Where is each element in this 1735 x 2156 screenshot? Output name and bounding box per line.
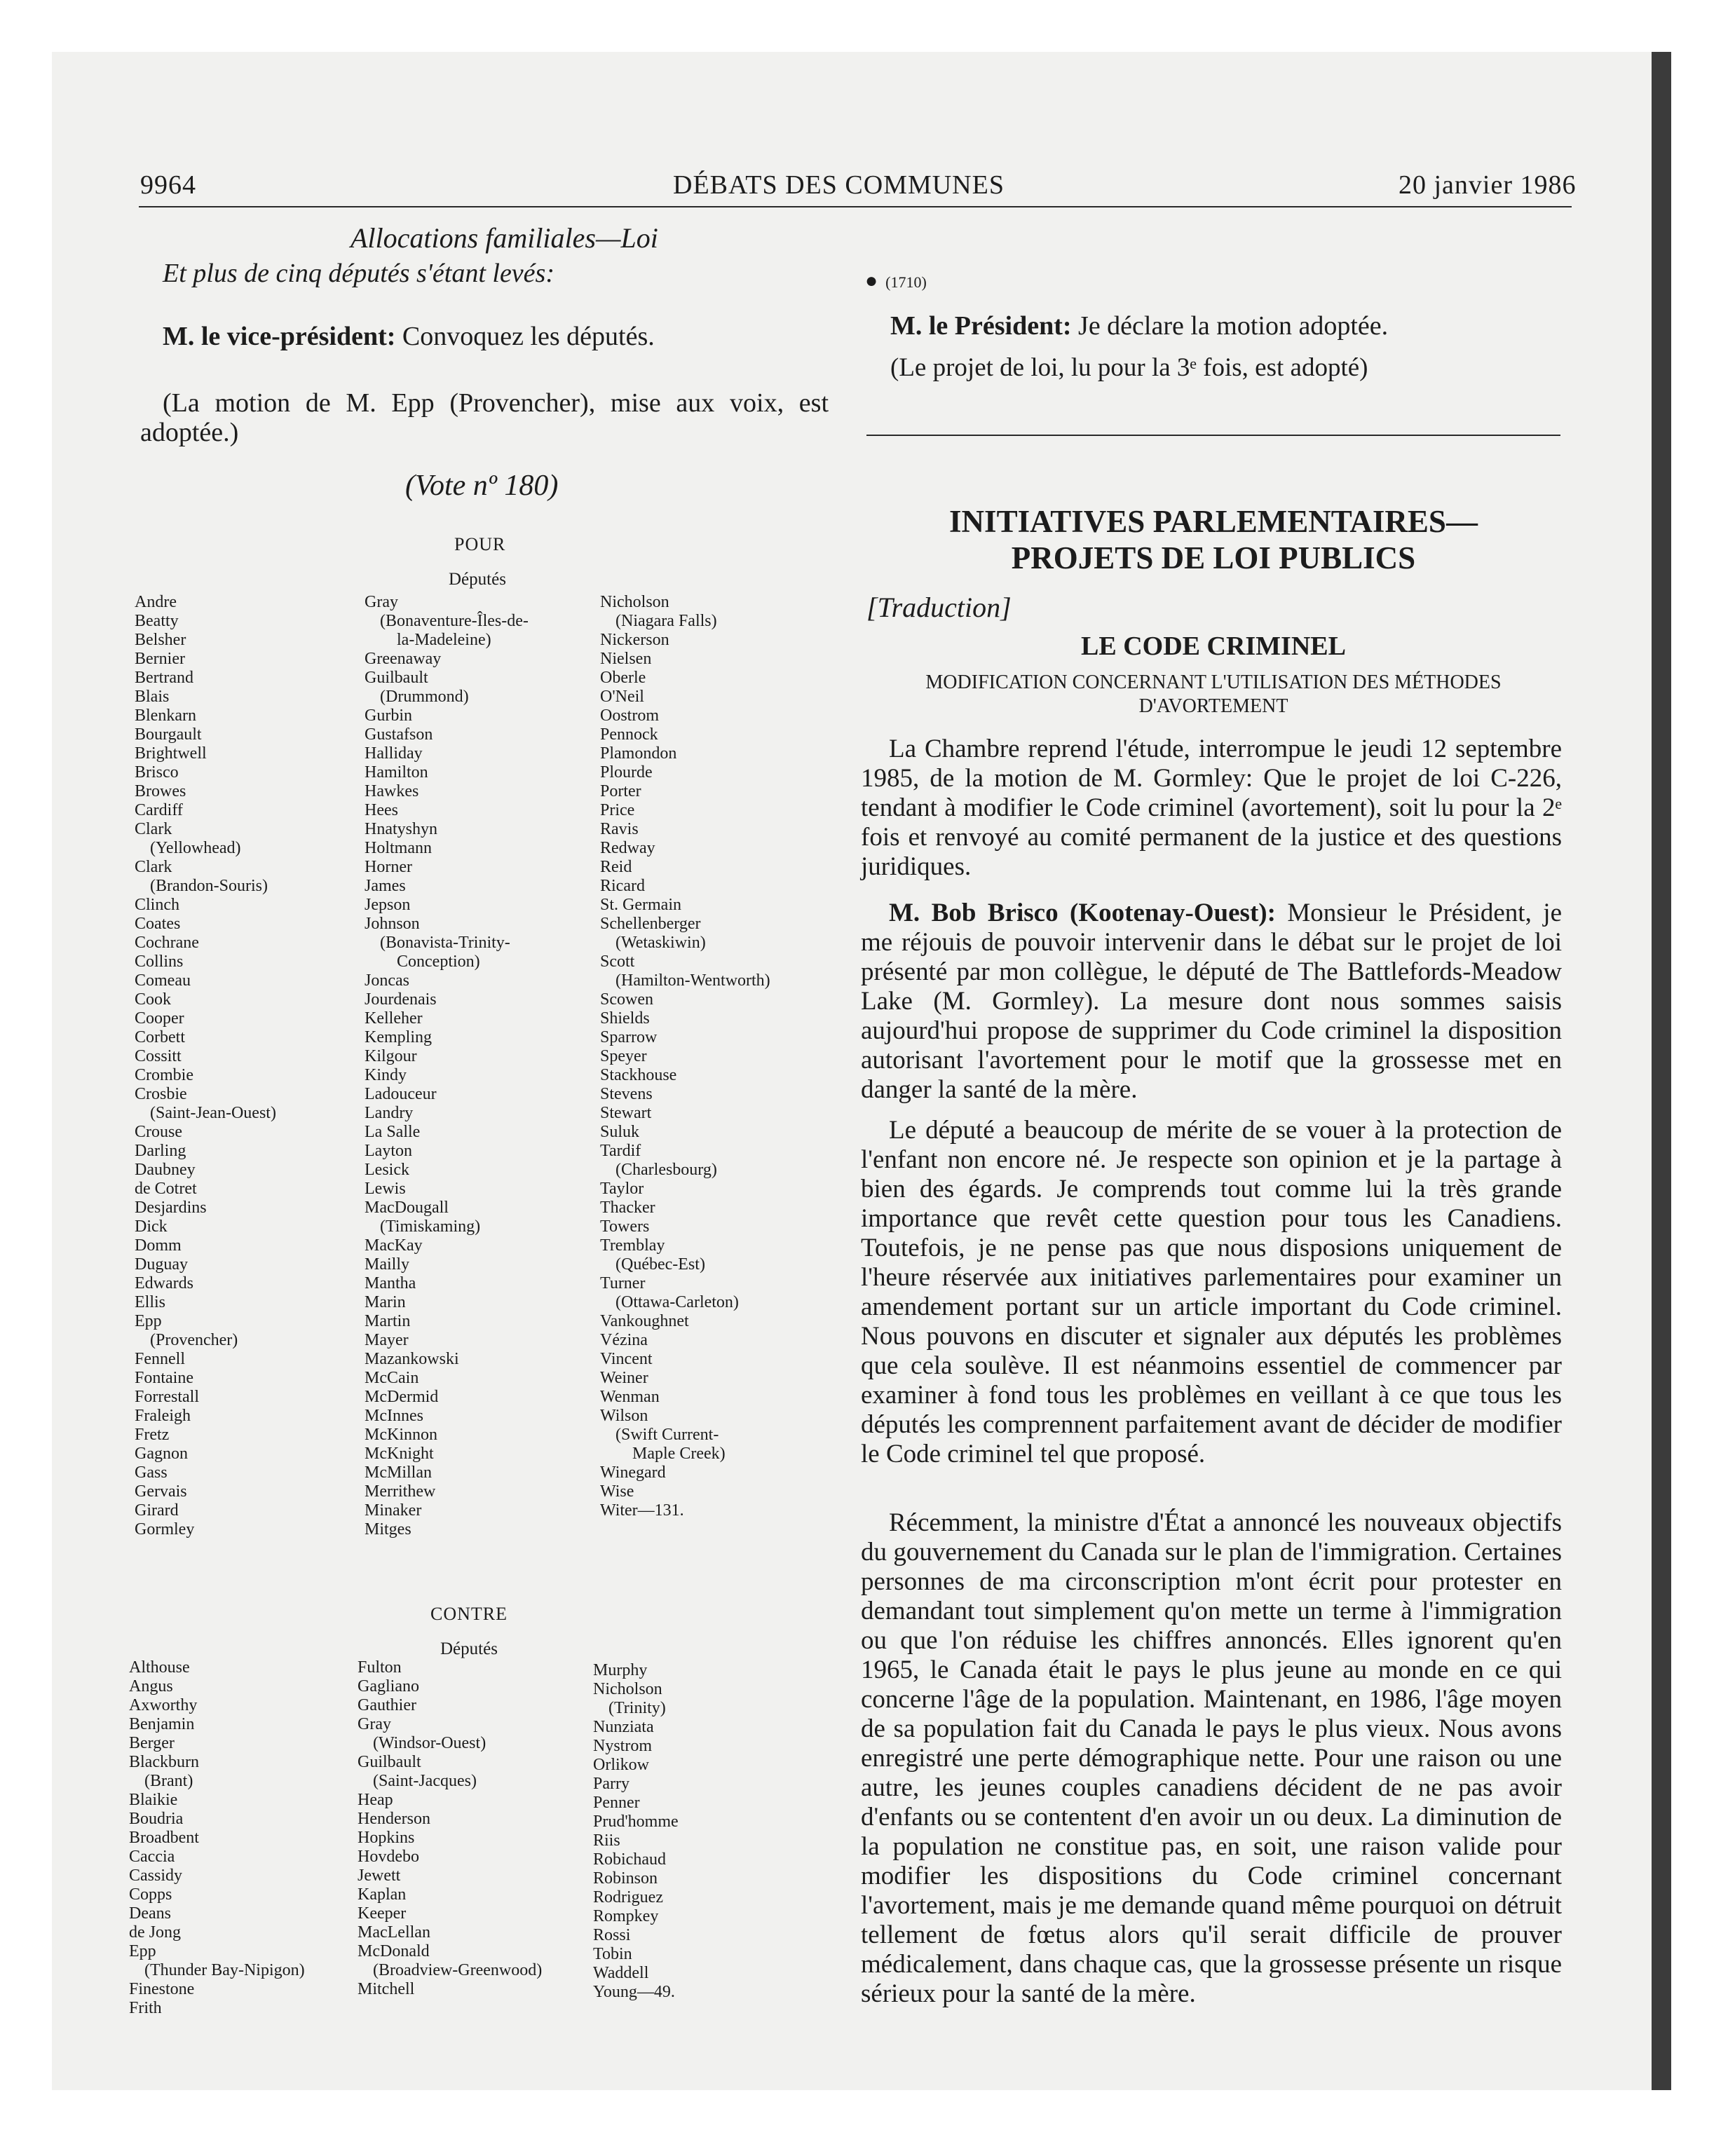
header-rule (139, 206, 1572, 207)
member-name: Brisco (135, 763, 179, 782)
member-name: Clark (135, 820, 172, 838)
member-name: Taylor (600, 1180, 644, 1198)
member-name: Scott (600, 953, 635, 971)
journal-title: DÉBATS DES COMMUNES (673, 170, 1005, 200)
member-name: Daubney (135, 1161, 196, 1179)
member-name: Deans (129, 1904, 171, 1923)
member-name: Kempling (365, 1028, 432, 1046)
member-name: Plourde (600, 763, 653, 782)
member-name: Ravis (600, 820, 639, 838)
member-name: (Saint-Jacques) (373, 1772, 477, 1790)
member-name: McCain (365, 1369, 419, 1387)
member-name: (Bonavista-Trinity- (380, 934, 510, 952)
member-name: Belsher (135, 631, 186, 649)
member-name: Witer—131. (600, 1501, 684, 1520)
paragraph-3-text: Le député a beaucoup de mérite de se vouer à la protection de l'enfant non encore né. Je respecte son opinion et je la partage à bien des égards. Je comprends tout comme lui la très grande importance que revêt cette question pour tous les Canadiens. Toutefois, je ne pense pas que nous disposions uniquement de l'heure réservée aux initiatives parlementaires pour examiner un amendement portant sur un article important du Code criminel. Nous pouvons en discuter et signaler aux députés les problèmes que cela soulève. Il est néanmoins essentiel de commencer par examiner à fond tous les problèmes en veillant à ce que tous les députés les comprennent parfaitement avant de décider de modifier le Code criminel tel que proposé. (861, 1116, 1562, 1468)
member-name: Conception) (397, 953, 480, 971)
member-name: (Yellowhead) (150, 839, 241, 857)
paragraph-4-text: Récemment, la ministre d'État a annoncé les nouveaux objectifs du gouvernement du Canada sur le plan de l'immigration. Certaines personnes de ma circonscription m'ont écrit pour protester en demandant tout simplement qu'on mette un terme à l'immigration ou que l'on réduise les chiffres annoncés. Elles ignorent qu'en 1965, le Canada était le pays le plus jeune au monde en ce qui concerne l'âge de la population. Maintenant, en 1986, l'âge moyen de sa population fait du Canada le pays le plus vieux. Nous avons enregistré une perte démographique nette. Pour une raison ou une autre, les jeunes couples canadiens décident de ne pas avoir d'enfants ou se contentent d'en avoir un ou deux. La diminution de la population ne constitue pas, en soit, une raison valide pour modifier les dispositions du Code criminel concernant l'avortement, mais je me demande quand même pourquoi on détruit tellement de fœtus alors qu'il serait difficile de prouver médicalement, dans chaque cas, que la grossesse présente un risque sérieux pour la santé de la mère. (861, 1508, 1562, 2008)
member-name: Robinson (593, 1869, 658, 1888)
bill-adopted-line: (Le projet de loi, lu pour la 3ᵉ fois, est adopté) (890, 353, 1368, 382)
member-name: Sparrow (600, 1028, 658, 1046)
member-name: O'Neil (600, 688, 644, 706)
member-name: Browes (135, 782, 186, 800)
member-name: Reid (600, 858, 632, 876)
member-name: Lesick (365, 1161, 409, 1179)
member-name: (Provencher) (150, 1331, 238, 1349)
member-name: Fontaine (135, 1369, 193, 1387)
paragraph-1-text: La Chambre reprend l'étude, interrompue le jeudi 12 septembre 1985, de la motion de M. Gormley: Que le projet de loi C-226, tendant à modifier le Code criminel (avortement), soit lu pour la 2ᵉ fois et renvoyé au comité permanent de la justice et des questions juridiques. (861, 735, 1562, 881)
section-title-1: INITIATIVES PARLEMENTAIRES— (949, 504, 1478, 539)
member-name: James (365, 877, 406, 895)
member-name: Caccia (129, 1848, 175, 1866)
member-name: Frith (129, 1999, 162, 2017)
member-name: Benjamin (129, 1715, 195, 1733)
member-name: (Wetaskiwin) (615, 934, 706, 952)
member-name: Collins (135, 953, 184, 971)
president-text: Je déclare la motion adoptée. (1071, 311, 1389, 341)
member-name: Clark (135, 858, 172, 876)
member-name: Hamilton (365, 763, 428, 782)
member-name: Bernier (135, 650, 185, 668)
member-name: Schellenberger (600, 915, 701, 933)
member-name: Gagnon (135, 1445, 188, 1463)
member-name: Bertrand (135, 669, 193, 687)
member-name: Hopkins (358, 1829, 415, 1847)
member-name: Tremblay (600, 1236, 665, 1255)
member-name: Domm (135, 1236, 182, 1255)
member-name: Cook (135, 990, 172, 1009)
member-name: McMillan (365, 1464, 432, 1482)
member-name: Kindy (365, 1066, 407, 1084)
member-name: Epp (135, 1312, 162, 1330)
member-name: Layton (365, 1142, 412, 1160)
member-name: Cardiff (135, 801, 183, 819)
member-name: Redway (600, 839, 655, 857)
standing-line: Et plus de cinq députés s'étant levés: (163, 259, 554, 288)
member-name: Copps (129, 1885, 172, 1904)
pour-column-1 (135, 593, 276, 1539)
contre-column-1 (129, 1658, 305, 2018)
member-name: Parry (593, 1775, 630, 1793)
member-name: de Cotret (135, 1180, 197, 1198)
member-name: Cochrane (135, 934, 199, 952)
member-name: Clinch (135, 896, 179, 914)
member-name: Keeper (358, 1904, 407, 1923)
member-name: Blaikie (129, 1791, 178, 1809)
member-name: (Saint-Jean-Ouest) (150, 1104, 276, 1122)
member-name: (Niagara Falls) (615, 612, 717, 630)
member-name: MacLellan (358, 1923, 430, 1942)
member-name: Crosbie (135, 1085, 187, 1103)
member-name: Guilbault (365, 669, 428, 687)
member-name: MacKay (365, 1236, 423, 1255)
member-name: Boudria (129, 1810, 184, 1828)
member-name: Kelleher (365, 1009, 423, 1028)
member-name: Penner (593, 1794, 640, 1812)
member-name: Joncas (365, 971, 409, 990)
speaker-name: M. le vice-président: (163, 322, 396, 351)
member-name: Gustafson (365, 725, 433, 744)
member-name: Speyer (600, 1047, 647, 1065)
member-name: Mazankowski (365, 1350, 459, 1368)
member-name: Jepson (365, 896, 411, 914)
member-name: Henderson (358, 1810, 430, 1828)
member-name: St. Germain (600, 896, 681, 914)
paragraph-2 (861, 899, 1562, 1105)
scan-edge-bar (1652, 52, 1671, 2090)
member-name: Hawkes (365, 782, 419, 800)
member-name: McInnes (365, 1407, 423, 1425)
member-name: Althouse (129, 1658, 190, 1677)
member-name: Mitchell (358, 1980, 415, 1998)
member-name: Kilgour (365, 1047, 417, 1065)
member-name: Landry (365, 1104, 414, 1122)
member-name: Thacker (600, 1199, 655, 1217)
member-name: (Ottawa-Carleton) (615, 1293, 739, 1311)
member-name: Guilbault (358, 1753, 421, 1771)
motion-line-2: adoptée.) (140, 418, 239, 447)
member-name: (Bonaventure-Îles-de- (380, 612, 529, 630)
member-name: Forrestall (135, 1388, 199, 1406)
member-name: Wise (600, 1482, 634, 1501)
member-name: Jourdenais (365, 990, 437, 1009)
paragraph-3 (861, 1116, 1562, 1469)
member-name: (Drummond) (380, 688, 469, 706)
member-name: Gray (365, 593, 398, 611)
member-name: Oostrom (600, 707, 659, 725)
member-name: Prud'homme (593, 1813, 679, 1831)
member-name: Gurbin (365, 707, 412, 725)
member-name: Coates (135, 915, 181, 933)
speaker-text: Convoquez les députés. (395, 322, 655, 351)
member-name: Mailly (365, 1255, 409, 1274)
member-name: McKnight (365, 1445, 434, 1463)
paragraph-1 (861, 735, 1562, 882)
paragraph-2-text: Monsieur le Président, je me réjouis de pouvoir intervenir dans le débat sur le projet de loi présenté par mon collègue, le député de The Battlefords-Meadow Lake (M. Gormley). La mesure dont nous sommes saisis aujourd'hui propose de supprimer du Code criminel la disposition autorisant l'avortement pour le motif que la grossesse met en danger la santé de la mère. (861, 899, 1562, 1104)
member-name: Blackburn (129, 1753, 199, 1771)
member-name: de Jong (129, 1923, 181, 1942)
member-name: Lewis (365, 1180, 406, 1198)
timestamp-line: ● (1710) (865, 269, 927, 292)
member-name: Fennell (135, 1350, 185, 1368)
member-name: Ladouceur (365, 1085, 437, 1103)
member-name: Nielsen (600, 650, 652, 668)
member-name: Holtmann (365, 839, 432, 857)
section-rule (866, 435, 1560, 436)
member-name: Merrithew (365, 1482, 436, 1501)
member-name: Angus (129, 1677, 173, 1696)
member-name: Edwards (135, 1274, 193, 1292)
member-name: Beatty (135, 612, 179, 630)
member-name: Brightwell (135, 744, 207, 763)
member-name: Broadbent (129, 1829, 199, 1847)
member-name: Blenkarn (135, 707, 196, 725)
member-name: Gauthier (358, 1696, 416, 1714)
member-name: Horner (365, 858, 412, 876)
member-name: Fulton (358, 1658, 402, 1677)
member-name: McKinnon (365, 1426, 437, 1444)
member-name: Desjardins (135, 1199, 207, 1217)
president-name: M. le Président: (890, 311, 1072, 341)
member-name: (Charlesbourg) (615, 1161, 717, 1179)
member-name: (Timiskaming) (380, 1217, 481, 1236)
member-name: Weiner (600, 1369, 648, 1387)
member-name: Vankoughnet (600, 1312, 689, 1330)
member-name: Oberle (600, 669, 646, 687)
member-name: Ricard (600, 877, 645, 895)
paragraph-2-speaker: M. Bob Brisco (Kootenay-Ouest): (889, 899, 1276, 927)
member-name: Comeau (135, 971, 191, 990)
member-name: Hovdebo (358, 1848, 419, 1866)
member-name: Wenman (600, 1388, 660, 1406)
member-name: Gray (358, 1715, 391, 1733)
member-name: Greenaway (365, 650, 442, 668)
section-title-2: PROJETS DE LOI PUBLICS (1011, 540, 1416, 575)
running-title: Allocations familiales—Loi (351, 222, 658, 254)
pour-column-3 (600, 593, 770, 1520)
page-number: 9964 (140, 170, 196, 200)
member-name: Andre (135, 593, 177, 611)
member-name: Dick (135, 1217, 168, 1236)
member-name: Nunziata (593, 1718, 654, 1736)
member-name: Wilson (600, 1407, 648, 1425)
member-name: la-Madeleine) (397, 631, 491, 649)
member-name: Nicholson (593, 1680, 662, 1698)
member-name: Stewart (600, 1104, 652, 1122)
member-name: Gagliano (358, 1677, 419, 1696)
member-name: Rompkey (593, 1907, 659, 1925)
member-name: (Broadview-Greenwood) (373, 1961, 543, 1979)
page-date: 20 janvier 1986 (1399, 170, 1577, 200)
member-name: Kaplan (358, 1885, 407, 1904)
paragraph-4 (861, 1508, 1562, 2009)
member-name: Corbett (135, 1028, 185, 1046)
member-name: Gormley (135, 1520, 195, 1538)
member-name: Vincent (600, 1350, 653, 1368)
member-name: Marin (365, 1293, 406, 1311)
member-name: (Windsor-Ouest) (373, 1734, 487, 1752)
member-name: Axworthy (129, 1696, 198, 1714)
member-name: Price (600, 801, 635, 819)
member-name: Maple Creek) (632, 1445, 726, 1463)
member-name: Epp (129, 1942, 156, 1960)
contre-sub: Députés (440, 1639, 498, 1658)
member-name: Orlikow (593, 1756, 649, 1774)
pour-sub: Députés (449, 570, 506, 589)
member-name: Towers (600, 1217, 650, 1236)
code-criminel-title: LE CODE CRIMINEL (1081, 632, 1346, 661)
member-name: Berger (129, 1734, 175, 1752)
member-name: Jewett (358, 1867, 401, 1885)
member-name: Turner (600, 1274, 646, 1292)
member-name: Stevens (600, 1085, 653, 1103)
member-name: Porter (600, 782, 641, 800)
member-name: Crouse (135, 1123, 182, 1141)
member-name: Darling (135, 1142, 186, 1160)
member-name: La Salle (365, 1123, 421, 1141)
vote-title: (Vote nº 180) (405, 470, 559, 502)
member-name: Heap (358, 1791, 393, 1809)
member-name: (Hamilton-Wentworth) (615, 971, 770, 990)
member-name: Mantha (365, 1274, 416, 1292)
member-name: Pennock (600, 725, 658, 744)
member-name: Nicholson (600, 593, 669, 611)
member-name: McDermid (365, 1388, 439, 1406)
member-name: Ellis (135, 1293, 166, 1311)
member-name: (Brant) (144, 1772, 193, 1790)
member-name: Scowen (600, 990, 653, 1009)
member-name: Suluk (600, 1123, 640, 1141)
member-name: Winegard (600, 1464, 666, 1482)
timestamp: (1710) (885, 273, 927, 291)
member-name: Tardif (600, 1142, 641, 1160)
member-name: Gervais (135, 1482, 187, 1501)
member-name: Duguay (135, 1255, 188, 1274)
member-name: Hnatyshyn (365, 820, 437, 838)
member-name: Vézina (600, 1331, 648, 1349)
member-name: MacDougall (365, 1199, 449, 1217)
member-name: Bourgault (135, 725, 202, 744)
member-name: Fretz (135, 1426, 170, 1444)
member-name: Rodriguez (593, 1888, 663, 1906)
member-name: Martin (365, 1312, 411, 1330)
member-name: Cooper (135, 1009, 184, 1028)
president-line (890, 308, 1388, 343)
member-name: Blais (135, 688, 170, 706)
traduction-tag: [Traduction] (866, 592, 1012, 623)
member-name: (Swift Current- (615, 1426, 719, 1444)
subtitle-2: D'AVORTEMENT (1138, 695, 1288, 717)
member-name: Fraleigh (135, 1407, 191, 1425)
member-name: Johnson (365, 915, 420, 933)
pour-label: POUR (454, 534, 506, 554)
motion-line-1: (La motion de M. Epp (Provencher), mise aux voix, est (163, 388, 829, 418)
member-name: Halliday (365, 744, 423, 763)
vice-president-line (163, 319, 655, 354)
member-name: Rossi (593, 1926, 631, 1944)
contre-column-2 (358, 1658, 542, 1999)
member-name: Riis (593, 1831, 620, 1850)
member-name: (Trinity) (608, 1699, 666, 1717)
member-name: Stackhouse (600, 1066, 677, 1084)
pour-column-2 (365, 593, 529, 1539)
member-name: Shields (600, 1009, 650, 1028)
member-name: Gass (135, 1464, 168, 1482)
member-name: Cassidy (129, 1867, 183, 1885)
member-name: (Thunder Bay-Nipigon) (144, 1961, 305, 1979)
member-name: Robichaud (593, 1850, 666, 1869)
member-name: Minaker (365, 1501, 422, 1520)
member-name: Cossitt (135, 1047, 182, 1065)
member-name: (Québec-Est) (615, 1255, 705, 1274)
member-name: Waddell (593, 1964, 649, 1982)
member-name: Tobin (593, 1945, 632, 1963)
member-name: Crombie (135, 1066, 193, 1084)
contre-label: CONTRE (430, 1604, 508, 1624)
member-name: Plamondon (600, 744, 677, 763)
member-name: Hees (365, 801, 398, 819)
member-name: Young—49. (593, 1983, 675, 2001)
subtitle-1: MODIFICATION CONCERNANT L'UTILISATION DES MÉTHODES (925, 671, 1502, 693)
member-name: Nystrom (593, 1737, 652, 1755)
member-name: Girard (135, 1501, 179, 1520)
member-name: Mayer (365, 1331, 409, 1349)
member-name: McDonald (358, 1942, 430, 1960)
member-name: (Brandon-Souris) (150, 877, 268, 895)
member-name: Nickerson (600, 631, 669, 649)
member-name: Murphy (593, 1661, 648, 1679)
member-name: Finestone (129, 1980, 195, 1998)
contre-column-3 (593, 1661, 679, 2002)
member-name: Mitges (365, 1520, 411, 1538)
